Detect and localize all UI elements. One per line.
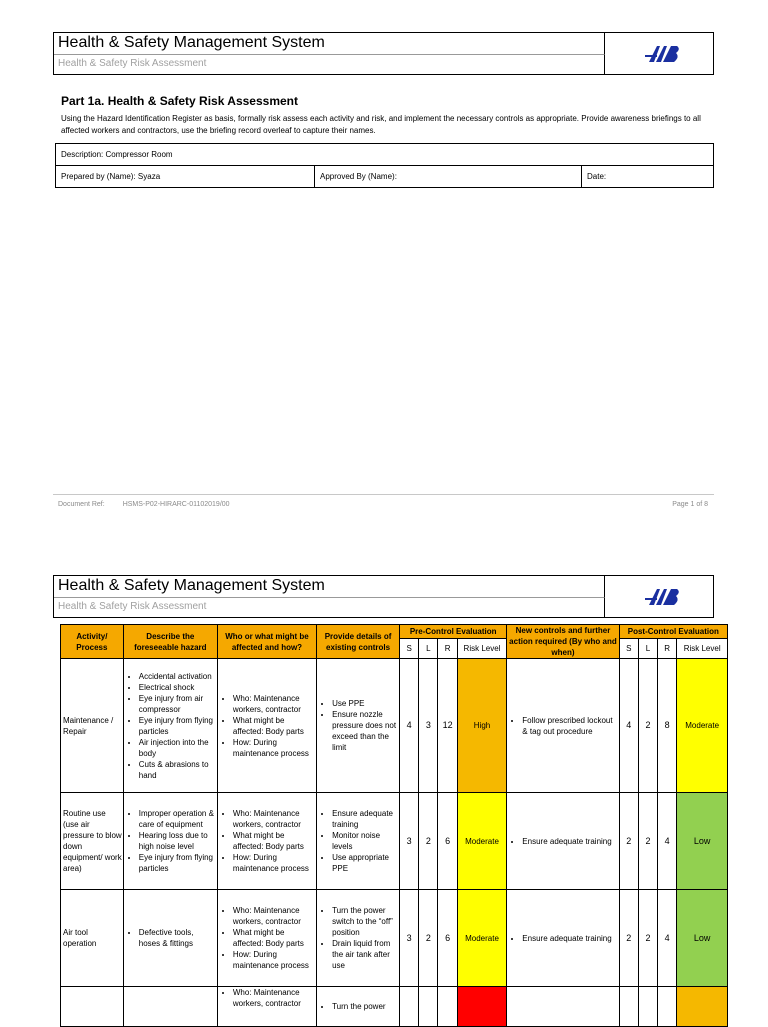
control-item: • Turn the power: [332, 1001, 399, 1012]
company-logo-icon: [643, 44, 681, 64]
hazard-item: • Accidental activation: [139, 671, 217, 682]
hazard-item: • Eye injury from air compressor: [139, 693, 217, 715]
header-who: Who or what might be affected and how?: [217, 625, 316, 659]
pre-l-cell: 2: [419, 890, 438, 987]
pre-s-cell: [400, 987, 419, 1027]
page2-header: [53, 575, 714, 618]
who-item: • How: During maintenance process: [233, 949, 316, 971]
hazard-cell: [123, 659, 217, 793]
activity-cell: [61, 987, 124, 1027]
hazard-item: • Improper operation & care of equipment: [139, 808, 217, 830]
who-cell: [217, 890, 316, 987]
post-r-cell: [658, 987, 677, 1027]
document-subtitle: Health & Safety Risk Assessment: [54, 55, 605, 74]
header-pre-risk-level: Risk Level: [457, 639, 507, 659]
post-s-cell: 4: [619, 659, 638, 793]
activity-cell: Maintenance / Repair: [61, 659, 124, 793]
page1-header: [53, 32, 714, 75]
post-s-cell: 2: [619, 793, 638, 890]
control-item: • Use PPE: [332, 698, 399, 709]
post-r-cell: 8: [658, 659, 677, 793]
pre-s-cell: 3: [400, 890, 419, 987]
who-item: • What might be affected: Body parts: [233, 927, 316, 949]
pre-risk-level-cell: Moderate: [457, 793, 507, 890]
doc-ref: [58, 501, 230, 508]
new-controls-cell: [507, 659, 619, 793]
table-row: [61, 659, 728, 793]
document-subtitle: Health & Safety Risk Assessment: [54, 598, 605, 617]
post-l-cell: 2: [638, 793, 657, 890]
post-s-cell: 2: [619, 890, 638, 987]
controls-cell: [317, 659, 400, 793]
post-r-cell: 4: [658, 793, 677, 890]
new-control-item: • Ensure adequate training: [522, 836, 618, 847]
header-pre-l: L: [419, 639, 438, 659]
who-item: • Who: Maintenance workers, contractor: [233, 808, 316, 830]
pre-risk-level-cell: High: [457, 659, 507, 793]
header-pre-control: Pre-Control Evaluation: [400, 625, 507, 639]
control-item: • Ensure adequate training: [332, 808, 399, 830]
post-risk-level-cell: Low: [677, 890, 728, 987]
new-controls-cell: [507, 890, 619, 987]
post-s-cell: [619, 987, 638, 1027]
who-item: • Who: Maintenance workers, contractor: [233, 693, 316, 715]
pre-r-cell: 6: [438, 793, 457, 890]
company-logo-icon: [643, 587, 681, 607]
page-number: Page 1 of 8: [672, 501, 708, 508]
header-activity: Activity/ Process: [61, 625, 124, 659]
who-cell: [217, 987, 316, 1027]
pre-risk-level-cell: [457, 987, 507, 1027]
assessment-info-table: [55, 143, 714, 188]
page-footer: [53, 494, 714, 508]
description-cell: Description: Compressor Room: [56, 144, 714, 166]
who-item: • Who: Maintenance workers, contractor: [233, 905, 316, 927]
header-post-risk-level: Risk Level: [677, 639, 728, 659]
post-l-cell: [638, 987, 657, 1027]
table-row: [61, 890, 728, 987]
hazard-cell: [123, 890, 217, 987]
logo-cell: [605, 33, 713, 74]
pre-r-cell: 12: [438, 659, 457, 793]
who-item: • Who: Maintenance workers, contractor: [233, 987, 316, 1009]
doc-ref-value: HSMS-P02-HIRARC-01102019/00: [122, 501, 230, 508]
date-cell: Date:: [582, 166, 714, 188]
post-risk-level-cell: Moderate: [677, 659, 728, 793]
activity-cell: Air tool operation: [61, 890, 124, 987]
hazard-cell: [123, 987, 217, 1027]
header-pre-s: S: [400, 639, 419, 659]
control-item: • Turn the power switch to the “off” position: [332, 905, 399, 938]
hazard-item: • Eye injury from flying particles: [139, 715, 217, 737]
hazard-item: • Electrical shock: [139, 682, 217, 693]
hazard-item: • Defective tools, hoses & fittings: [139, 927, 217, 949]
header-hazard: Describe the foreseeable hazard: [123, 625, 217, 659]
hazard-item: • Eye injury from flying particles: [139, 852, 217, 874]
header-post-s: S: [619, 639, 638, 659]
new-control-item: • Follow prescribed lockout & tag out procedure: [522, 715, 618, 737]
table-row: [61, 793, 728, 890]
hazard-cell: [123, 793, 217, 890]
controls-cell: [317, 987, 400, 1027]
post-risk-level-cell: Low: [677, 793, 728, 890]
control-item: • Drain liquid from the air tank after use: [332, 938, 399, 971]
part-title: Part 1a. Health & Safety Risk Assessment: [61, 94, 298, 108]
risk-assessment-table: [60, 624, 728, 1027]
pre-s-cell: 4: [400, 659, 419, 793]
pre-l-cell: [419, 987, 438, 1027]
who-cell: [217, 659, 316, 793]
new-control-item: • Ensure adequate training: [522, 933, 618, 944]
pre-r-cell: [438, 987, 457, 1027]
who-item: • How: During maintenance process: [233, 852, 316, 874]
header-pre-r: R: [438, 639, 457, 659]
header-post-control: Post-Control Evaluation: [619, 625, 727, 639]
pre-r-cell: 6: [438, 890, 457, 987]
intro-paragraph: Using the Hazard Identification Register as basis, formally risk assess each activity and risk, and implement the necessary controls as appropriate. Provide awareness briefings to all affected workers and contractors, use the briefing record overleaf to capture their names.: [61, 114, 701, 135]
hazard-item: • Hearing loss due to high noise level: [139, 830, 217, 852]
post-l-cell: 2: [638, 659, 657, 793]
approved-by-cell: Approved By (Name):: [315, 166, 582, 188]
table-row: [61, 987, 728, 1027]
who-item: • What might be affected: Body parts: [233, 715, 316, 737]
who-item: • What might be affected: Body parts: [233, 830, 316, 852]
system-title: Health & Safety Management System: [54, 33, 605, 55]
new-controls-cell: [507, 987, 619, 1027]
header-post-l: L: [638, 639, 657, 659]
header-controls: Provide details of existing controls: [317, 625, 400, 659]
control-item: • Ensure nozzle pressure does not exceed than the limit: [332, 709, 399, 753]
header-new-controls: New controls and further action required (By who and when): [507, 625, 619, 659]
post-r-cell: 4: [658, 890, 677, 987]
new-controls-cell: [507, 793, 619, 890]
doc-ref-label: Document Ref:: [58, 501, 105, 508]
hazard-item: • Cuts & abrasions to hand: [139, 759, 217, 781]
who-cell: [217, 793, 316, 890]
pre-s-cell: 3: [400, 793, 419, 890]
post-l-cell: 2: [638, 890, 657, 987]
hazard-item: • Air injection into the body: [139, 737, 217, 759]
control-item: • Use appropriate PPE: [332, 852, 399, 874]
control-item: • Monitor noise levels: [332, 830, 399, 852]
controls-cell: [317, 793, 400, 890]
post-risk-level-cell: [677, 987, 728, 1027]
prepared-by-cell: Prepared by (Name): Syaza: [56, 166, 315, 188]
controls-cell: [317, 890, 400, 987]
pre-l-cell: 3: [419, 659, 438, 793]
activity-cell: Routine use (use air pressure to blow down equipment/ work area): [61, 793, 124, 890]
pre-l-cell: 2: [419, 793, 438, 890]
system-title: Health & Safety Management System: [54, 576, 605, 598]
pre-risk-level-cell: Moderate: [457, 890, 507, 987]
who-item: • How: During maintenance process: [233, 737, 316, 759]
header-post-r: R: [658, 639, 677, 659]
logo-cell: [605, 576, 713, 617]
